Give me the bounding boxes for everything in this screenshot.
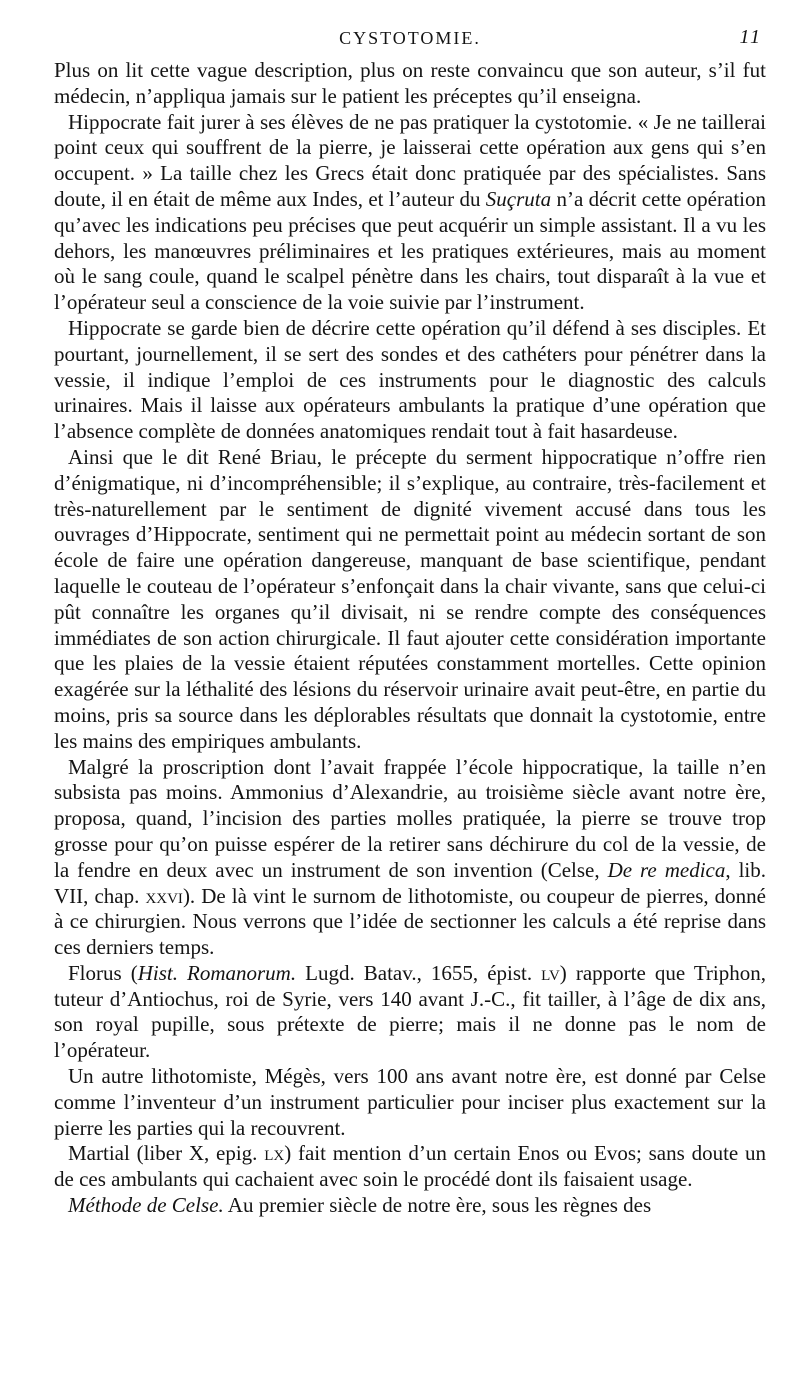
paragraph — [54, 1141, 766, 1193]
text-run: ). De là vint le surnom de lithotomiste, ou coupeur de pierres, donné à ce chirurgien. Nous verrons que l’idée de sectionner les calculs a été reprise dans ces derniers temps. — [54, 883, 767, 960]
italic-text: Méthode de Celse. — [68, 1193, 224, 1218]
text-run: Un autre lithotomiste, Mégès, vers 100 ans avant notre ère, est donné par Celse comme l’inventeur d’un instrument particulier pour inciser plus exactement sur la pierre les parties qui la recouvrent. — [54, 1064, 766, 1140]
small-caps-numeral: lx — [264, 1141, 285, 1166]
small-caps-numeral: lv — [541, 960, 560, 985]
paragraph — [54, 755, 766, 961]
paragraph — [54, 445, 766, 755]
text-run: Malgré la proscription dont l’avait frappée l’école hippocratique, la taille n’en subsista pas moins. Ammonius d’Alexandrie, au troisième siècle avant notre ère, proposa, quand, l’incision des parties molles pratiquée, la pierre se trouve trop grosse pour qu’on puisse espérer de la retirer sans déchirure du col de la vessie, de la fendre en deux avec un instrument de son invention (Celse, — [54, 754, 766, 882]
paragraph — [54, 1193, 766, 1219]
text-run: Martial (liber X, epig. — [68, 1141, 265, 1166]
text-run: Plus on lit cette vague description, plus on reste convaincu que son auteur, s’il fut médecin, n’appliqua jamais sur le patient les préceptes qu’il enseigna. — [54, 58, 766, 108]
text-run: Florus ( — [68, 960, 138, 985]
italic-text: Suçruta — [485, 186, 552, 211]
text-run: Hippocrate fait jurer à ses élèves de ne pas pratiquer la cystotomie. « Je ne taillerai point ceux qui souffrent de la pierre, je laisserai cette opération aux gens qui s’en occupent. » La taille chez les Grecs était donc pratiquée par des spécialistes. Sans doute, il en était de même aux Indes, et l’auteur du — [54, 109, 766, 211]
chapter-title: CYSTOTOMIE. — [339, 28, 481, 48]
text-run: ) rapporte que Triphon, tuteur d’Antiochus, roi de Syrie, vers 140 avant J.-C., fit tailler, à l’âge de dix ans, son royal pupille, sous prétexte de pierre; mais il ne donne pas le nom de l’opérateur. — [54, 960, 766, 1063]
text-run: Lugd. Batav., 1655, épist. — [296, 960, 542, 985]
text-run: Hippocrate se garde bien de décrire cette opération qu’il défend à ses disciples. Et pourtant, journellement, il se sert des sondes et des cathéters pour pénétrer dans la vessie, il indique l’emploi de ces instruments pour le diagnostic des calculs urinaires. Mais il laisse aux opérateurs ambulants la pratique d’une opération que l’absence complète de données anatomiques rendait tout à fait hasardeuse. — [54, 315, 766, 444]
paragraph — [54, 316, 766, 445]
paragraph — [54, 1064, 766, 1141]
paragraph — [54, 58, 766, 110]
text-run: , lib. VII, chap. — [54, 857, 766, 908]
small-caps-numeral: xxvi — [145, 883, 183, 908]
body-text — [54, 58, 766, 1219]
italic-text: De re medica — [607, 857, 726, 882]
text-run: ) fait mention d’un certain Enos ou Evos; sans doute un de ces ambulants qui cachaient avec soin le procédé dont ils faisaient usage. — [54, 1141, 766, 1192]
text-run: Ainsi que le dit René Briau, le précepte du serment hippocratique n’offre rien d’énigmatique, ni d’incompréhensible; il s’explique, au contraire, très-facilement et très-naturellement par le sentiment de dignité vivement accusé dans tous les ouvrages d’Hippocrate, sentiment qui ne permettait point au médecin sortant de son école de faire une opération dangereuse, manquant de base scientifique, pendant laquelle le couteau de l’opérateur s’enfonçait dans la chair vivante, sans que celui-ci pût connaître les organes qu’il divisait, ni se rendre compte des conséquences immédiates de son action chirurgicale. Il faut ajouter cette considération importante que les plaies de la vessie étaient réputées constamment mortelles. Cette opinion exagérée sur la léthalité des lésions du réservoir urinaire avait peut-être, en partie du moins, pris sa source dans les déplorables résultats que donnait la cystotomie, entre les mains des empiriques ambulants. — [54, 444, 766, 753]
paragraph — [54, 961, 766, 1064]
paragraph — [54, 110, 766, 316]
text-run: n’a décrit cette opération qu’avec les indications peu précises que peut acquérir un simple assistant. Il a vu les dehors, les manœuvres préliminaires et les pratiques extérieures, mais au moment où le sang coule, quand le scalpel pénètre dans les chairs, tout disparaît à la vue et l’opérateur seul a conscience de la voie suivie par l’instrument. — [54, 186, 766, 315]
page-number: 11 — [739, 26, 762, 48]
italic-text: Hist. Romanorum. — [137, 960, 297, 985]
text-run: Au premier siècle de notre ère, sous les règnes des — [223, 1193, 652, 1218]
running-header — [54, 24, 766, 54]
